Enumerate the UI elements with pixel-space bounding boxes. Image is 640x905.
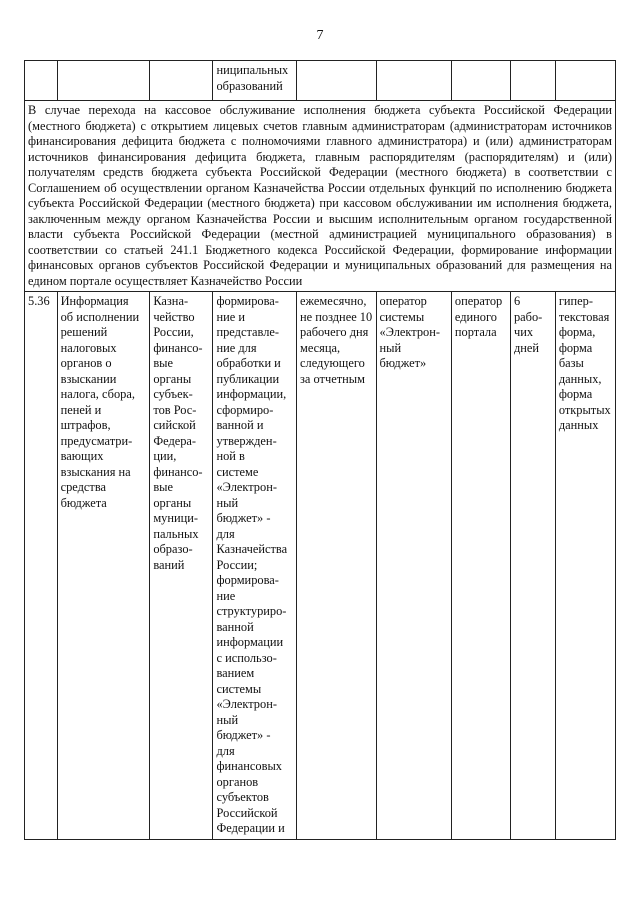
info-days: 6 рабо- чих дней (510, 292, 555, 840)
cell-empty (57, 61, 150, 101)
cell-empty (555, 61, 615, 101)
row-number: 5.36 (25, 292, 58, 840)
info-name: Информация об исполнении решений налоговых органов о взыскании налога, сбора, пеней и штрафов, предусматри- вающих взыскания на средства бюджета (57, 292, 150, 840)
cell-empty (297, 61, 376, 101)
info-operator-portal: оператор единого портала (451, 292, 510, 840)
table-row-5-36 (25, 292, 616, 840)
table-row-continued (25, 61, 616, 101)
cell-empty (510, 61, 555, 101)
table-row-paragraph (25, 101, 616, 292)
info-source: Казна- чейство России, финансо- вые органы субъек- тов Рос- сийской Федера- ции, финансо- вые органы муници- пальных образо- ваний (150, 292, 213, 840)
cell-continued-text: ниципальных образований (213, 61, 297, 101)
requirements-table (24, 60, 616, 840)
cell-empty (451, 61, 510, 101)
info-period: ежемесячно, не позднее 10 рабочего дня месяца, следующего за отчетным (297, 292, 376, 840)
cell-empty (150, 61, 213, 101)
info-operator-system: оператор системы «Электрон- ный бюджет» (376, 292, 451, 840)
paragraph-cell: В случае перехода на кассовое обслуживание исполнения бюджета субъекта Российской Федерации (местного бюджета) с открытием лицевых счетов главным администраторам (администраторам источников финансирования дефицита бюджета с полномочиями главного администратора) и (или) администраторам источников финансирования дефицита бюджета, главным распорядителям (распорядителям) и (или) получателям средств бюджета субъекта Российской Федерации (местного бюджета) в соответствии с Соглашением об осуществлении органом Казначейства России отдельных функций по исполнению бюджета субъекта Российской Федерации (местного бюджета) при кассовом обслуживании им исполнения бюджета, заключенным между органом Казначейства России и высшим исполнительным органом государственной власти субъекта Российской Федерации (местной администрацией муниципального образования) в соответствии со статьей 241.1 Бюджетного кодекса Российской Федерации, формирование информации финансовых органов субъектов Российской Федерации и муниципальных образований для размещения на едином портале осуществляет Казначейство России (25, 101, 616, 292)
cell-empty (376, 61, 451, 101)
cell-empty (25, 61, 58, 101)
page-number: 7 (316, 28, 324, 43)
info-format: гипер- текстовая форма, форма базы данных, форма открытых данных (555, 292, 615, 840)
info-procedure: формирова- ние и представле- ние для обработки и публикации информации, сформиро- ванной и утвержден- ной в системе «Электрон- ный бюджет» - для Казначейства России; формирова- ние структуриро- ванной информации с использо- ванием системы «Электрон- ный бюджет» - для финансовых органов субъектов Российской Федерации и (213, 292, 297, 840)
